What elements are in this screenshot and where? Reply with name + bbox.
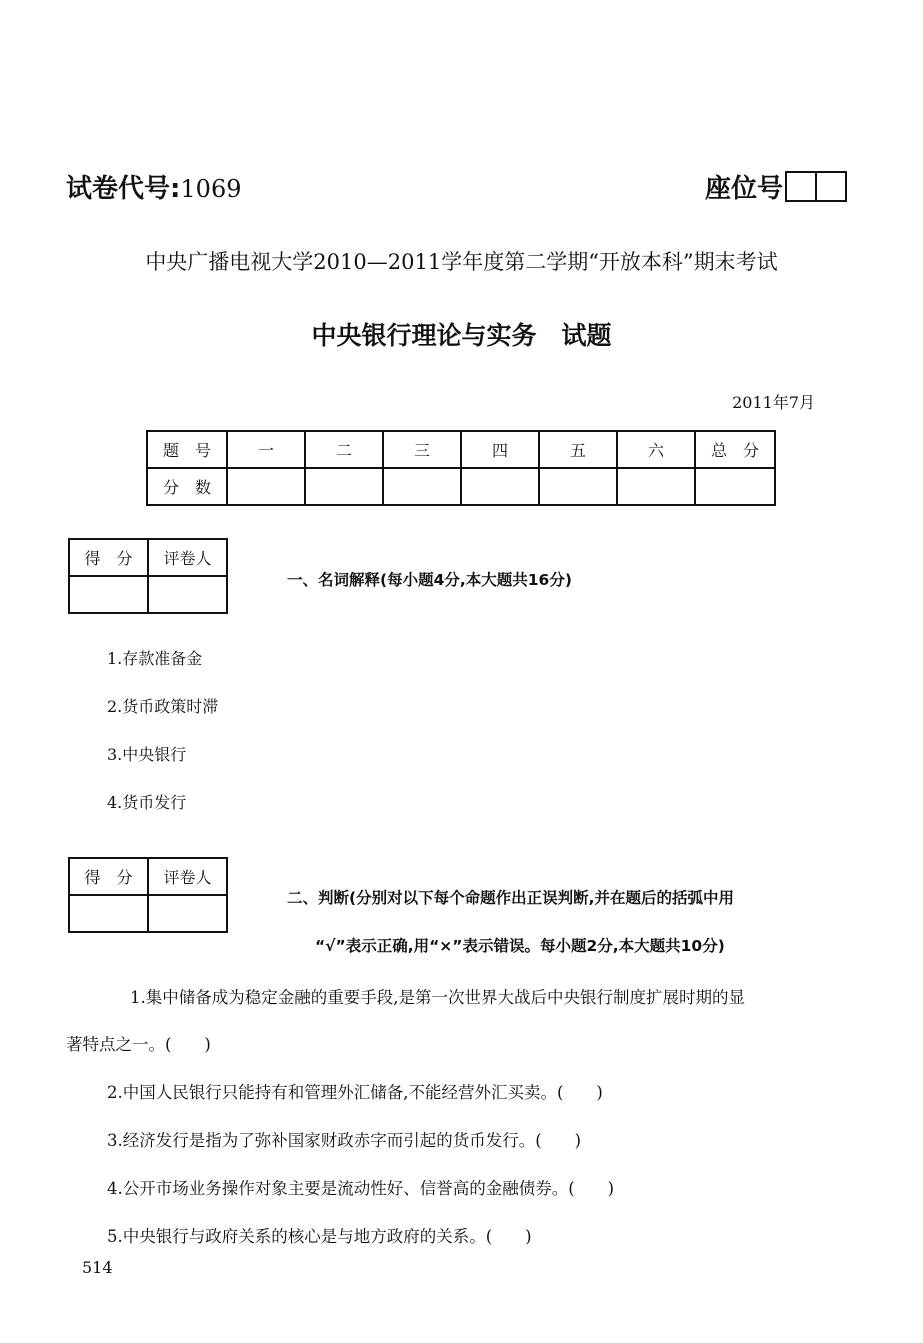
score-table (146, 430, 776, 506)
paper-code-number: 1069 (180, 175, 242, 203)
grader-name-cell (148, 895, 227, 932)
score-table-col: 四 (461, 431, 539, 468)
grader-box-section2 (68, 857, 228, 933)
section2-item5: 5.中央银行与政府关系的核心是与地方政府的关系。( ) (107, 1227, 532, 1246)
exam-date: 2011年7月 (732, 393, 815, 412)
section2-item1-line2: 著特点之一。( ) (66, 1035, 211, 1054)
paper-code (66, 168, 241, 205)
seat-boxes (785, 171, 847, 202)
score-table-col: 三 (383, 431, 461, 468)
university-line: 中央广播电视大学2010—2011学年度第二学期“开放本科”期末考试 (145, 250, 778, 274)
section2-item1-line1: 1.集中储备成为稳定金融的重要手段,是第一次世界大战后中央银行制度扩展时期的显 (130, 988, 745, 1007)
score-cell (305, 468, 383, 505)
grader-name-label: 评卷人 (148, 858, 227, 895)
page-number: 514 (82, 1258, 113, 1277)
score-table-row-label: 题 号 (147, 431, 227, 468)
section2-heading-line2: “√”表示正确,用“×”表示错误。每小题2分,本大题共10分) (315, 937, 725, 955)
score-cell (383, 468, 461, 505)
score-table-total-label: 总 分 (695, 431, 775, 468)
score-cell (539, 468, 617, 505)
section2-item4: 4.公开市场业务操作对象主要是流动性好、信誉高的金融债券。( ) (107, 1179, 615, 1198)
exam-title: 中央银行理论与实务 试题 (311, 321, 612, 350)
section2-item3: 3.经济发行是指为了弥补国家财政赤字而引起的货币发行。( ) (107, 1131, 582, 1150)
section2-heading-line1: 二、判断(分别对以下每个命题作出正误判断,并在题后的括弧中用 (287, 889, 734, 907)
score-table-row-label: 分 数 (147, 468, 227, 505)
grader-name-cell (148, 576, 227, 613)
score-table-col: 二 (305, 431, 383, 468)
paper-code-label: 试卷代号: (66, 174, 181, 204)
score-cell (461, 468, 539, 505)
section1-item: 1.存款准备金 (107, 649, 203, 668)
score-table-col: 一 (227, 431, 305, 468)
grader-name-label: 评卷人 (148, 539, 227, 576)
score-table-header-row (147, 431, 775, 468)
seat-label: 座位号 (705, 174, 784, 204)
section1-item: 4.货币发行 (107, 793, 187, 812)
section1-item: 3.中央银行 (107, 745, 187, 764)
seat-number (705, 168, 847, 205)
grader-score-cell (69, 576, 148, 613)
score-cell (227, 468, 305, 505)
score-table-col: 五 (539, 431, 617, 468)
grader-score-label: 得 分 (69, 539, 148, 576)
section1-heading: 一、名词解释(每小题4分,本大题共16分) (287, 571, 572, 589)
grader-score-cell (69, 895, 148, 932)
grader-score-label: 得 分 (69, 858, 148, 895)
section1-item: 2.货币政策时滞 (107, 697, 219, 716)
score-table-score-row (147, 468, 775, 505)
score-cell (617, 468, 695, 505)
score-cell-total (695, 468, 775, 505)
score-table-col: 六 (617, 431, 695, 468)
section2-item2: 2.中国人民银行只能持有和管理外汇储备,不能经营外汇买卖。( ) (107, 1083, 603, 1102)
grader-box-section1 (68, 538, 228, 614)
